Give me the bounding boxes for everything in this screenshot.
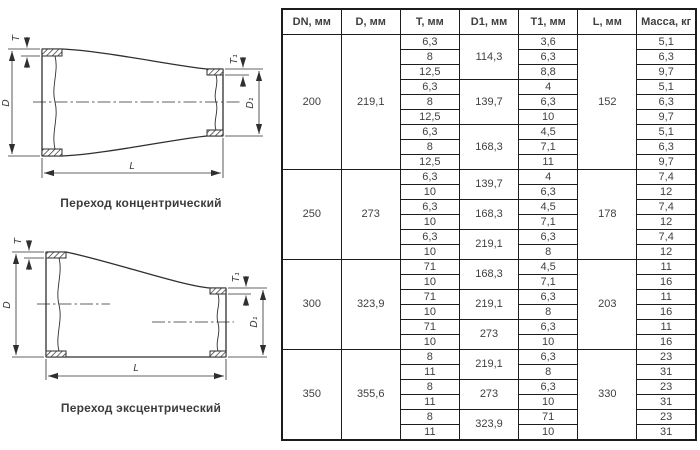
cell-d: 355,6 [341,350,400,441]
column-header: Масса, кг [637,9,696,35]
cell-d: 273 [341,170,400,260]
cell-d1: 219,1 [459,290,518,320]
cell-mass: 16 [637,275,696,290]
dim-label-d: D [2,301,13,309]
cell-t1: 8 [519,305,578,320]
cell-t: 11 [400,365,459,380]
cell-mass: 7,4 [637,170,696,185]
cell-t: 12,5 [400,110,459,125]
cell-d1: 219,1 [459,230,518,260]
cell-mass: 7,4 [637,230,696,245]
cell-t1: 6,3 [519,380,578,395]
cell-mass: 5,1 [637,80,696,95]
dimensions-table [281,8,697,441]
cell-t: 8 [400,95,459,110]
dim-label-t1: T₁ [231,272,242,282]
cell-t1: 7,1 [519,275,578,290]
cell-d1: 273 [459,320,518,350]
cell-mass: 16 [637,335,696,350]
cell-t: 6,3 [400,125,459,140]
cell-t: 6,3 [400,80,459,95]
dim-label-d1: D₁ [249,316,260,328]
cell-t: 10 [400,275,459,290]
cell-t: 10 [400,215,459,230]
column-header: D1, мм [459,9,518,35]
cell-mass: 5,1 [637,125,696,140]
column-header: T1, мм [519,9,578,35]
cell-mass: 12 [637,185,696,200]
cell-t: 10 [400,305,459,320]
technical-drawing [0,0,280,450]
cell-dn: 250 [282,170,341,260]
cell-t1: 10 [519,335,578,350]
cell-mass: 31 [637,365,696,380]
cell-d1: 219,1 [459,350,518,380]
cell-t: 6,3 [400,200,459,215]
table-row [282,170,696,185]
cell-t1: 6,3 [519,95,578,110]
cell-t1: 6,3 [519,185,578,200]
cell-t1: 4 [519,80,578,95]
cell-t1: 4,5 [519,260,578,275]
cell-mass: 6,3 [637,95,696,110]
table-row [282,260,696,275]
cell-mass: 16 [637,305,696,320]
cell-t1: 6,3 [519,290,578,305]
cell-l: 152 [578,35,637,170]
eccentric-reducer-drawing [2,237,267,380]
cell-t: 8 [400,140,459,155]
cell-d1: 139,7 [459,80,518,125]
cell-mass: 23 [637,350,696,365]
cell-l: 203 [578,260,637,350]
cell-t: 8 [400,350,459,365]
table-panel [281,8,697,441]
cell-t1: 6,3 [519,50,578,65]
cell-d1: 139,7 [459,170,518,200]
dim-label-d1: D₁ [245,97,256,109]
cell-l: 178 [578,170,637,260]
cell-dn: 350 [282,350,341,441]
cell-mass: 23 [637,410,696,425]
cell-mass: 9,7 [637,65,696,80]
cell-mass: 7,4 [637,200,696,215]
cell-t: 71 [400,260,459,275]
cell-mass: 12 [637,245,696,260]
cell-d1: 168,3 [459,125,518,170]
drawing-caption-concentric: Переход концентрический [60,196,222,210]
cell-t1: 71 [519,410,578,425]
cell-d: 323,9 [341,260,400,350]
cell-mass: 5,1 [637,35,696,50]
cell-t: 10 [400,245,459,260]
dim-label-t: T [11,35,22,41]
concentric-reducer-drawing [1,34,263,178]
cell-mass: 11 [637,320,696,335]
cell-mass: 11 [637,260,696,275]
table-header-row [282,9,696,35]
cell-t1: 6,3 [519,320,578,335]
dim-label-l: L [133,363,139,374]
dim-label-t: T [13,238,24,244]
cell-t: 6,3 [400,170,459,185]
cell-dn: 300 [282,260,341,350]
cell-mass: 31 [637,395,696,410]
column-header: DN, мм [282,9,341,35]
cell-d1: 114,3 [459,35,518,80]
table-row [282,35,696,50]
cell-t1: 4,5 [519,200,578,215]
cell-t: 8 [400,410,459,425]
cell-t1: 8 [519,245,578,260]
cell-t: 10 [400,185,459,200]
column-header: L, мм [578,9,637,35]
cell-t: 12,5 [400,155,459,170]
drawing-caption-eccentric: Переход эксцентрический [60,401,222,415]
cell-t: 8 [400,380,459,395]
cell-d1: 273 [459,380,518,410]
column-header: T, мм [400,9,459,35]
dim-label-t1: T₁ [229,54,240,64]
cell-d1: 168,3 [459,200,518,230]
cell-mass: 9,7 [637,110,696,125]
cell-mass: 12 [637,215,696,230]
cell-t1: 7,1 [519,215,578,230]
cell-t1: 8 [519,365,578,380]
weld-bevel-hatch [42,49,223,156]
cell-t: 11 [400,395,459,410]
column-header: D, мм [341,9,400,35]
cell-t: 11 [400,425,459,441]
cell-mass: 9,7 [637,155,696,170]
cell-dn: 200 [282,35,341,170]
cell-t1: 10 [519,110,578,125]
cell-mass: 11 [637,290,696,305]
weld-bevel-hatch [46,252,226,357]
cell-d: 219,1 [341,35,400,170]
cell-d1: 168,3 [459,260,518,290]
cell-t: 6,3 [400,35,459,50]
cell-mass: 31 [637,425,696,441]
cell-t1: 11 [519,155,578,170]
cell-t1: 3,6 [519,35,578,50]
cell-t: 12,5 [400,65,459,80]
cell-mass: 6,3 [637,50,696,65]
cell-t1: 4 [519,170,578,185]
cell-t1: 10 [519,395,578,410]
cell-t1: 6,3 [519,230,578,245]
cell-t1: 6,3 [519,350,578,365]
cell-t: 8 [400,50,459,65]
cell-l: 330 [578,350,637,441]
cell-t1: 10 [519,425,578,441]
cell-t: 71 [400,320,459,335]
cell-mass: 6,3 [637,140,696,155]
dim-label-d: D [1,99,12,107]
cell-t1: 7,1 [519,140,578,155]
cell-mass: 23 [637,380,696,395]
table-row [282,350,696,365]
cell-t: 10 [400,335,459,350]
cell-t: 6,3 [400,230,459,245]
cell-d1: 323,9 [459,410,518,441]
cell-t1: 4,5 [519,125,578,140]
cell-t1: 8,8 [519,65,578,80]
cell-t: 71 [400,290,459,305]
dim-label-l: L [129,161,135,172]
